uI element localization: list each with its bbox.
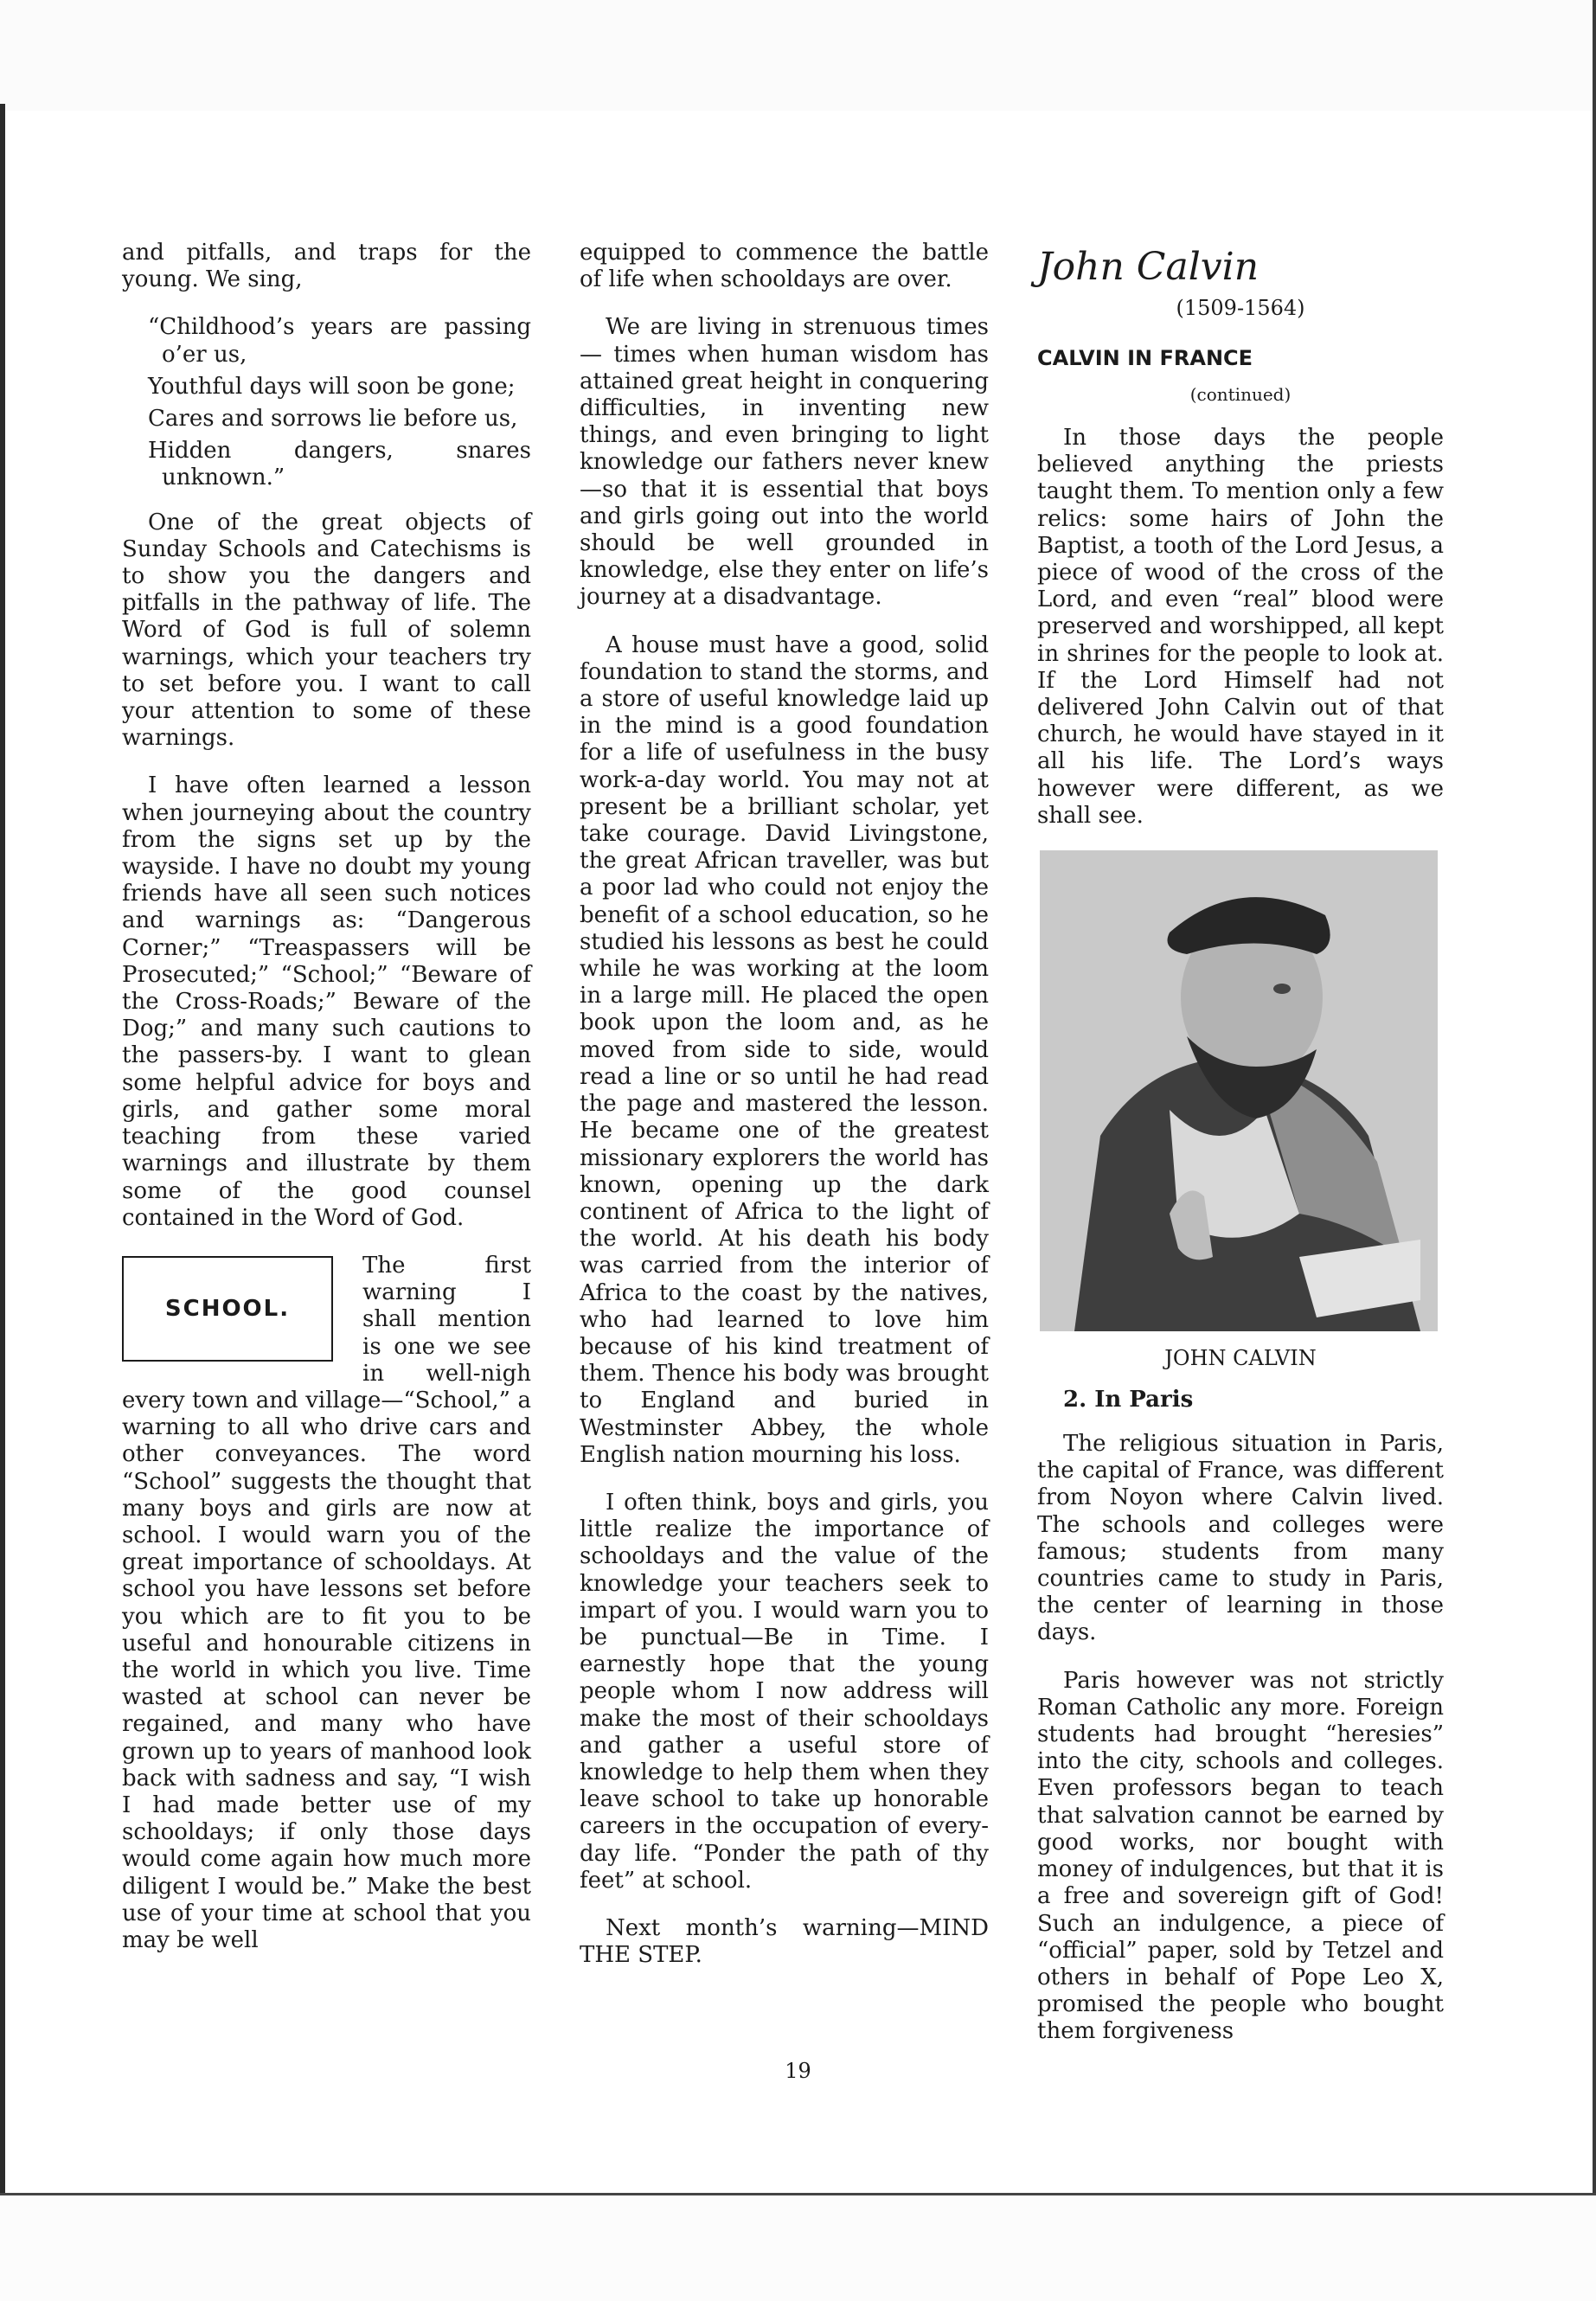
scan-margin-bottom — [0, 2195, 1596, 2301]
paragraph-next-month: Next month’s warning—MIND THE STEP. — [580, 1914, 989, 1969]
paragraph-equipped: equipped to commence the battle of life when schooldays are over. — [580, 240, 989, 293]
column-left — [122, 240, 531, 1975]
paragraph-intro: and pitfalls, and traps for the young. We sing, — [122, 240, 531, 293]
paragraph-school: The first warning I shall mention is one we see in well-nigh every town and village—“School,” a warning to all who drive cars and other conveyances. The word “School” suggests the thought that many boys and girls are now at school. I would warn you of the great importance of schooldays. At school you have lessons set before you which are to fit you to be useful and honourable citizens in the world in which you live. Time wasted at school can never be regained, and many who have grown up to years of manhood look back with sadness and say, “I wish I had made better use of my schooldays; if only those days would come again how much more diligent I would be.” Make the best use of your time at school that you may be well — [122, 1252, 531, 1953]
section-heading-paris: 2. In Paris — [1063, 1387, 1194, 1413]
paragraph-lesson: I have often learned a lesson when journeying about the country from the signs set up by the wayside. I have no doubt my young friends have all seen such notices and warnings as: “Dangerous Corner;” “Treaspassers will be Prosecuted;” “School;” “Beware of the Cross-Roads;” Beware of the Dog;” and many such cautions to the passers-by. I want to glean some helpful advice for boys and girls, and gather some moral teaching from these varied warnings and illustrate by them some of the good counsel contained in the Word of God. — [122, 772, 531, 1231]
portrait-illustration — [1040, 850, 1438, 1331]
article-title: John Calvin — [1037, 245, 1259, 289]
verse-line: Cares and sorrows lie before us, — [148, 406, 518, 433]
paragraph-paris: Paris however was not strictly Roman Catholic any more. Foreign students had brought “heresies” into the city, schools and colleges. Even professors began to teach that salvation cannot be earned by good works, nor bought with money of indulgences, but that it is a free and sovereign gift of God! Such an indulgence, a piece of “official” paper, sold by Tetzel and others in behalf of Pope Leo X, promised the people who bought them forgiveness — [1037, 1667, 1444, 2045]
scan-edge-right — [1593, 0, 1596, 2197]
scan-edge-left — [0, 104, 5, 2197]
column-right — [1037, 240, 1444, 2067]
school-heading: SCHOOL. — [164, 1295, 291, 1322]
article-dates: (1509-1564) — [1176, 296, 1305, 320]
paragraph-think: I often think, boys and girls, you little realize the importance of schooldays and the value of the knowledge your teachers seek to impart of you. I would warn you to be punctual—Be in Time. I earnestly hope that the young people whom I now address will make the most of their schooldays and gather a useful store of knowledge to help them when they leave school to take up honorable careers in the occupation of every-day life. “Ponder the path of thy feet” at school. — [580, 1489, 989, 1894]
verse-line: Hidden dangers, snares unknown.” — [148, 438, 531, 491]
calvin-portrait — [1040, 850, 1438, 1331]
scan-margin-top — [0, 0, 1596, 111]
article-subheading: CALVIN IN FRANCE — [1037, 346, 1253, 370]
school-section — [122, 1253, 531, 1975]
paragraph-living: We are living in strenuous times — times when human wisdom has attained great height in conquering difficulties, in inventing new things, and even bringing to light knowledge our fathers never knew—so that it is essential that boys and girls going out into the world should be well grounded in knowledge, else they enter on life’s journey at a disadvantage. — [580, 314, 989, 611]
paragraph-religious: The religious situation in Paris, the capital of France, was different from Noyon where Calvin lived. The schools and colleges were famous; students from many countries came to study in Paris, the center of learning in those days. — [1037, 1431, 1444, 1646]
verse-line: “Childhood’s years are passing o’er us, — [148, 314, 531, 368]
verse-line: Youthful days will soon be gone; — [148, 373, 516, 400]
paragraph-house: A house must have a good, solid foundation to stand the storms, and a store of useful knowledge laid up in the mind is a good foundation for a life of usefulness in the busy work-a-day world. You may not at present be a brilliant scholar, yet take courage. David Livingstone, the great African traveller, was but a poor lad who could not enjoy the benefit of a school education, so he studied his lessons as best he could while he was working at the loom in a large mill. He placed the open book upon the loom and, as he moved from side to side, would read a line or so until he had read the page and mastered the lesson. He became one of the greatest missionary explorers the world has known, opening up the dark continent of Africa to the light of the world. At his death his body was carried from the interior of Africa to the coast by the natives, who had learned to love him because of his kind treatment of them. Thence his body was brought to England and buried in Westminster Abbey, the whole English nation mourning his loss. — [580, 631, 989, 1468]
school-heading-box — [122, 1256, 333, 1362]
paragraph-objects: One of the great objects of Sunday Schools and Catechisms is to show you the dangers and pitfalls in the pathway of life. The Word of God is full of solemn warnings, which your teachers try to set before you. I want to call your attention to some of these warnings. — [122, 509, 531, 752]
portrait-caption: JOHN CALVIN — [1164, 1346, 1317, 1371]
hymn-verse — [148, 314, 531, 491]
page-number: 19 — [785, 2059, 811, 2083]
paragraph-relics: In those days the people believed anything the priests taught them. To mention only a few relics: some hairs of John the Baptist, a tooth of the Lord Jesus, a piece of wood of the cross of the Lord, and even “real” blood were preserved and worshipped, all kept in shrines for the people to look at. If the Lord Himself had not delivered John Calvin out of that church, he would have stayed in it all his life. The Lord’s ways however were different, as we shall see. — [1037, 425, 1444, 829]
continued-note: (continued) — [1189, 384, 1292, 405]
column-middle — [580, 240, 989, 1990]
